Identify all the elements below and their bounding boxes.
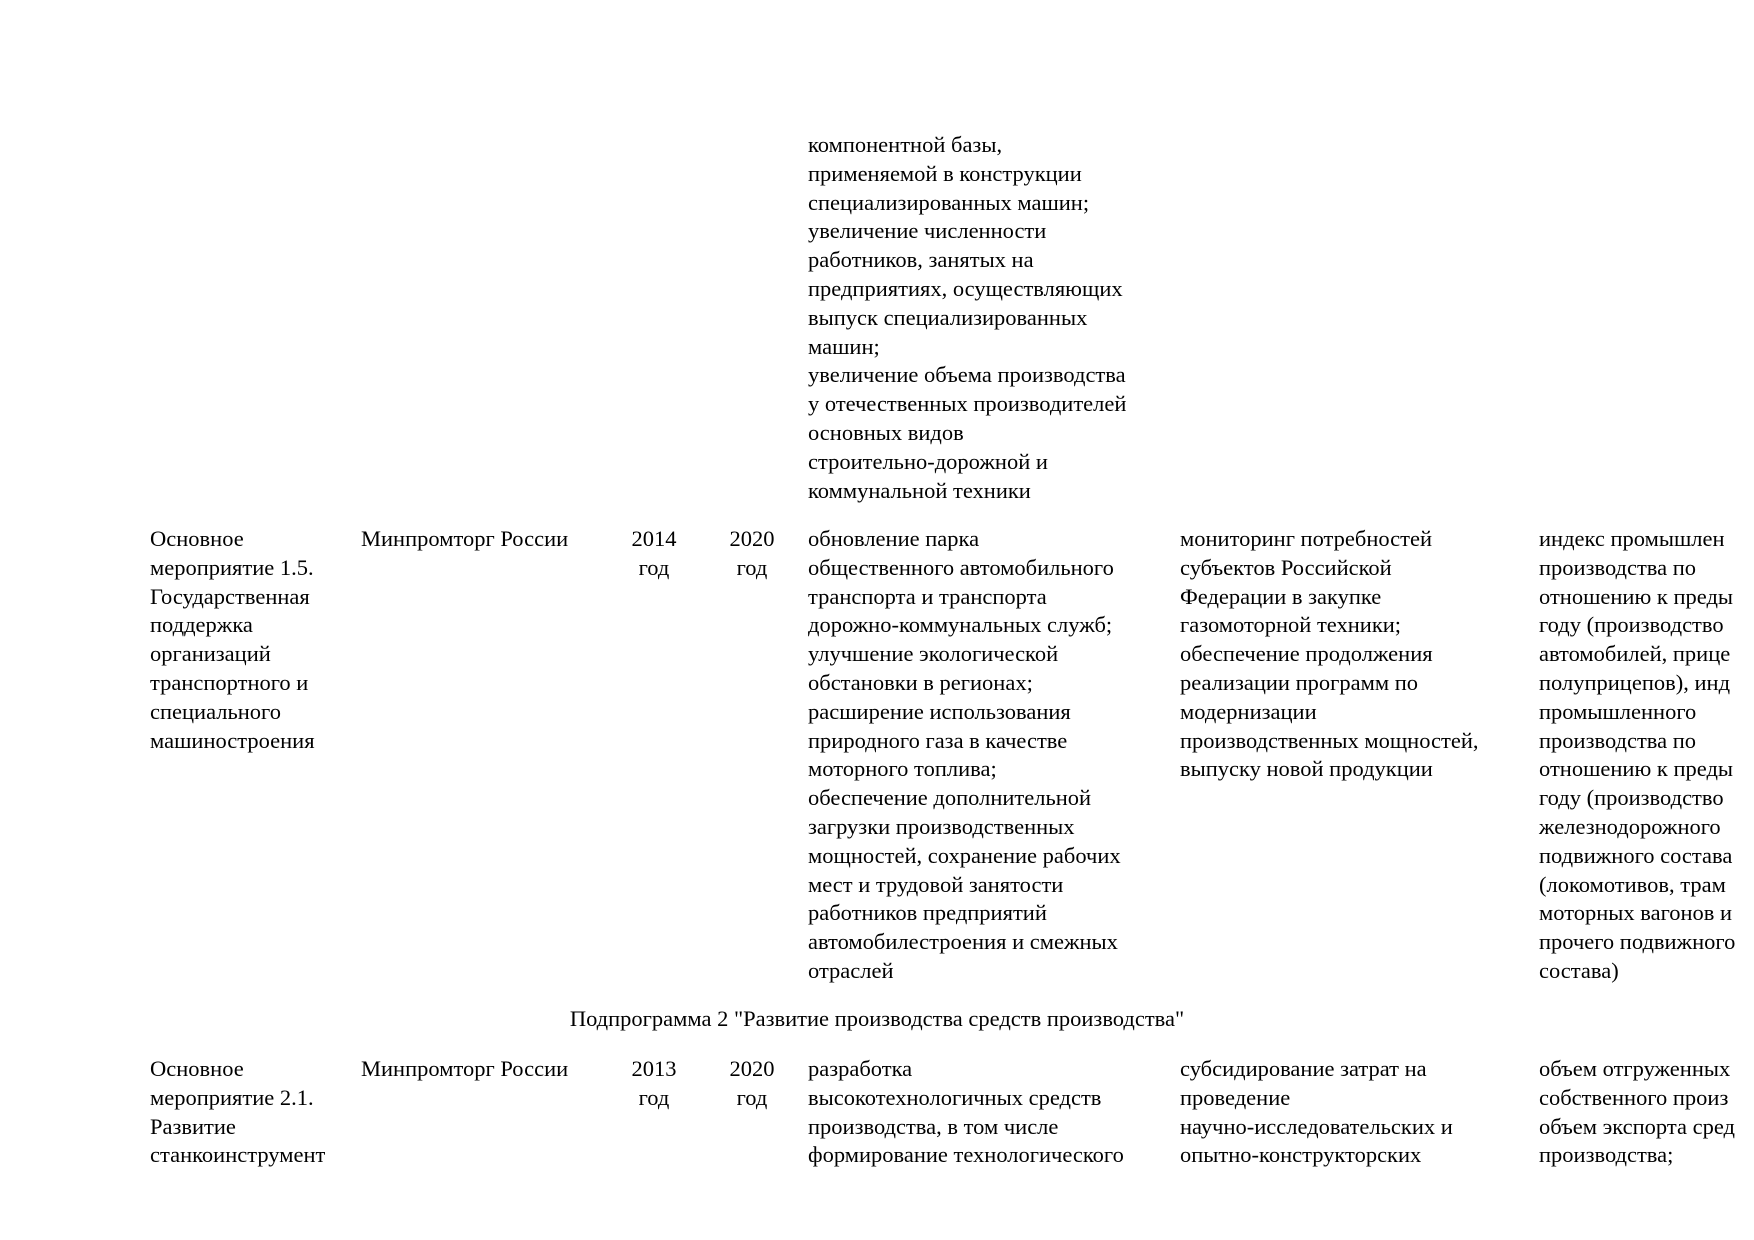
- text-line: специализированных машин;: [808, 189, 1090, 215]
- text-line: Основное: [150, 1056, 244, 1081]
- text-line: моторного топлива;: [808, 756, 997, 782]
- text-line: природного газа в качестве: [808, 727, 1068, 753]
- start-year-cell: [620, 1055, 688, 1113]
- text-line: производственных мощностей,: [1180, 727, 1479, 753]
- text-line: станкоинструмент: [150, 1142, 326, 1168]
- text-line: индекс промышлен: [1539, 526, 1725, 551]
- indicators-cell: [1539, 525, 1735, 986]
- text-line: собственного произ: [1539, 1084, 1729, 1110]
- subprogram-title: Подпрограмма 2 "Развитие производства средств производства": [569, 1006, 1185, 1031]
- text-line: мероприятие 1.5.: [150, 554, 314, 580]
- end-year-cell: [718, 1055, 786, 1113]
- text-line: Основное: [150, 526, 244, 551]
- text-line: год: [736, 554, 768, 580]
- text-line: выпуску новой продукции: [1180, 756, 1433, 782]
- text-line: общественного автомобильного: [808, 554, 1114, 580]
- text-line: научно-исследовательских и: [1180, 1113, 1453, 1139]
- text-line: поддержка: [150, 612, 253, 638]
- text-line: специального: [150, 698, 281, 724]
- text-line: производства по: [1539, 727, 1697, 753]
- text-line: мероприятие 2.1.: [150, 1084, 314, 1110]
- text-line: 2020: [729, 1056, 775, 1081]
- text-line: 2014: [631, 526, 677, 551]
- text-line: производства по: [1539, 554, 1697, 580]
- text-line: Федерации в закупке: [1180, 583, 1382, 609]
- text-line: автомобилестроения и смежных: [808, 929, 1118, 955]
- executor-cell: [361, 525, 568, 554]
- text-line: улучшение экологической: [808, 641, 1059, 667]
- text-line: выпуск специализированных: [808, 304, 1088, 330]
- text-line: транспорта и транспорта: [808, 583, 1047, 609]
- text-line: субъектов Российской: [1180, 554, 1392, 580]
- text-line: организаций: [150, 641, 271, 667]
- text-line: разработка: [808, 1056, 913, 1081]
- text-line: газомоторной техники;: [1180, 612, 1402, 638]
- indicators-cell: [1539, 1055, 1735, 1170]
- results-cell: [808, 1055, 1124, 1170]
- text-line: расширение использования: [808, 698, 1071, 724]
- text-line: модернизации: [1180, 698, 1317, 724]
- executor-cell: [361, 1055, 568, 1084]
- text-line: загрузки производственных: [808, 813, 1075, 839]
- text-line: моторных вагонов и: [1539, 900, 1733, 926]
- text-line: году (производство: [1539, 612, 1724, 638]
- text-line: обновление парка: [808, 526, 980, 551]
- activity-cell: [150, 525, 315, 755]
- text-line: 2020: [729, 526, 775, 551]
- activity-cell: [150, 1055, 325, 1170]
- text-line: отношению к преды: [1539, 756, 1734, 782]
- text-line: применяемой в конструкции: [808, 160, 1082, 186]
- text-line: обеспечение дополнительной: [808, 785, 1092, 811]
- text-line: мощностей, сохранение рабочих: [808, 842, 1121, 868]
- text-line: год: [736, 1084, 768, 1110]
- text-line: Развитие: [150, 1113, 236, 1139]
- text-line: Минпромторг России: [361, 526, 569, 551]
- end-year-cell: [718, 525, 786, 583]
- text-line: проведение: [1180, 1084, 1291, 1110]
- directions-cell: [1180, 525, 1479, 784]
- text-line: обеспечение продолжения: [1180, 641, 1433, 667]
- text-line: полуприцепов), инд: [1539, 669, 1731, 695]
- text-line: опытно-конструкторских: [1180, 1142, 1422, 1168]
- text-line: транспортного и: [150, 669, 309, 695]
- text-line: реализации программ по: [1180, 669, 1418, 695]
- text-line: (локомотивов, трам: [1539, 871, 1726, 897]
- text-line: объем экспорта сред: [1539, 1113, 1735, 1139]
- directions-cell: [1180, 1055, 1453, 1170]
- text-line: увеличение объема производства: [808, 362, 1126, 388]
- text-line: железнодорожного: [1539, 813, 1721, 839]
- text-line: год: [638, 1084, 670, 1110]
- continuation-results-cell: [808, 131, 1126, 505]
- text-line: компонентной базы,: [808, 132, 1003, 157]
- text-line: машиностроения: [150, 727, 315, 753]
- text-line: увеличение численности: [808, 218, 1047, 244]
- text-line: отношению к преды: [1539, 583, 1734, 609]
- text-line: производства, в том числе: [808, 1113, 1059, 1139]
- text-line: прочего подвижного: [1539, 929, 1736, 955]
- text-line: машин;: [808, 333, 880, 359]
- text-line: высокотехнологичных средств: [808, 1084, 1102, 1110]
- text-line: у отечественных производителей: [808, 391, 1127, 417]
- text-line: обстановки в регионах;: [808, 669, 1033, 695]
- start-year-cell: [620, 525, 688, 583]
- text-line: состава): [1539, 957, 1619, 983]
- text-line: работников, занятых на: [808, 247, 1034, 273]
- text-line: производства;: [1539, 1142, 1674, 1168]
- text-line: Государственная: [150, 583, 310, 609]
- text-line: дорожно-коммунальных служб;: [808, 612, 1113, 638]
- text-line: работников предприятий: [808, 900, 1047, 926]
- text-line: Минпромторг России: [361, 1056, 569, 1081]
- text-line: 2013: [631, 1056, 677, 1081]
- text-line: год: [638, 554, 670, 580]
- text-line: объем отгруженных: [1539, 1056, 1731, 1081]
- text-line: предприятиях, осуществляющих: [808, 275, 1123, 301]
- results-cell: [808, 525, 1121, 986]
- text-line: строительно-дорожной и: [808, 448, 1048, 474]
- text-line: коммунальной техники: [808, 477, 1031, 503]
- text-line: основных видов: [808, 419, 964, 445]
- text-line: мест и трудовой занятости: [808, 871, 1064, 897]
- text-line: автомобилей, прице: [1539, 641, 1731, 667]
- text-line: году (производство: [1539, 785, 1724, 811]
- text-line: субсидирование затрат на: [1180, 1056, 1427, 1081]
- text-line: промышленного: [1539, 698, 1697, 724]
- text-line: отраслей: [808, 957, 894, 983]
- text-line: подвижного состава: [1539, 842, 1733, 868]
- text-line: формирование технологического: [808, 1142, 1124, 1168]
- text-line: мониторинг потребностей: [1180, 526, 1433, 551]
